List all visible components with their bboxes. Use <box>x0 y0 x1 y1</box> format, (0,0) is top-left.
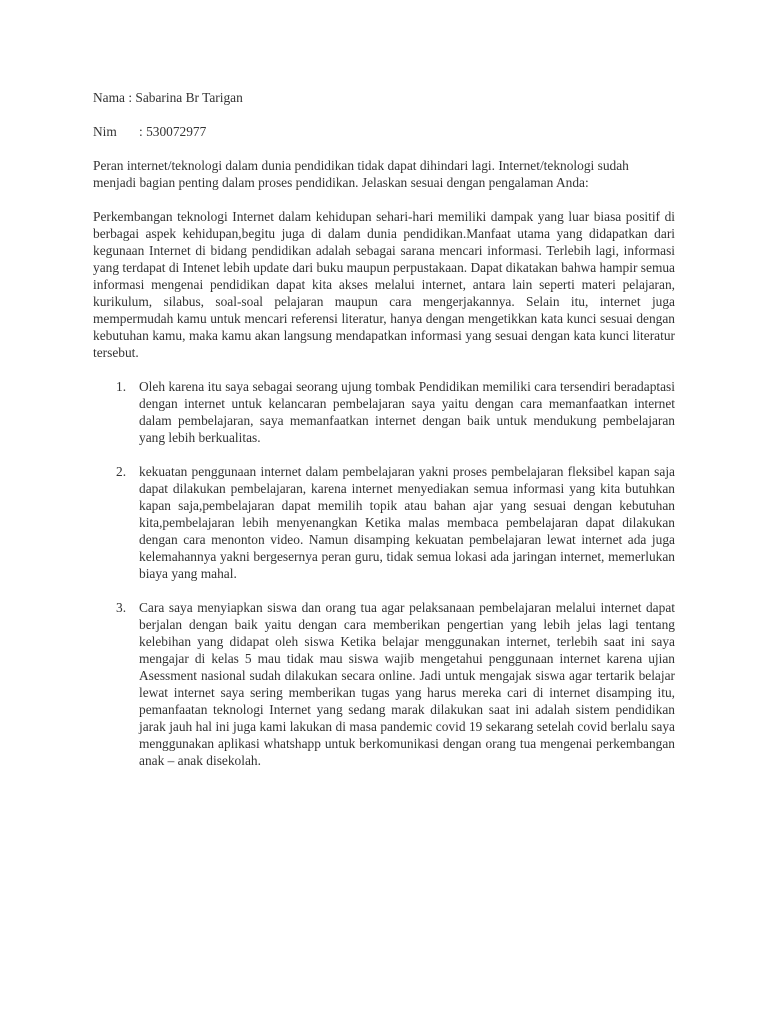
list-item <box>93 599 675 769</box>
list-item-number: 2. <box>116 464 127 479</box>
answer-points-list <box>93 378 675 769</box>
list-item-text: Cara saya menyiapkan siswa dan orang tua agar pelaksanaan pembelajaran melalui internet dapat berjalan dengan baik yaitu dengan cara memberikan pengertian yang lebih jelas lagi tentang kelebihan yang didapat oleh siswa Ketika belajar menggunakan internet, terlebih saat ini saya mengajar di kelas 5 mau tidak mau siswa wajib mengetahui penggunaan internet karena ujian Asessment nasional sudah dilakukan secara online. Jadi untuk mengajak siswa agar tertarik belajar lewat internet saya sering memberikan tugas yang harus mereka cari di internet disamping itu, pemanfaatan teknologi Internet yang sedang marak dilakukan saat ini adalah sistem pendidikan jarak jauh hal ini juga kami lakukan di masa pandemic covid 19 sekarang setelah covid berlalu saya menggunakan aplikasi whatshapp untuk berkomunikasi dengan orang tua mengenai perkembangan anak – anak disekolah. <box>139 600 675 768</box>
list-item-number: 1. <box>116 379 127 394</box>
list-item-number: 3. <box>116 600 127 615</box>
list-item <box>93 463 675 582</box>
answer-intro-paragraph: Perkembangan teknologi Internet dalam kehidupan sehari-hari memiliki dampak yang luar biasa positif di berbagai aspek kehidupan,begitu juga di dalam dunia pendidikan.Manfaat utama yang didapatkan dari kegunaan Internet di bidang pendidikan adalah sebagai sarana mencari informasi. Terlebih lagi, informasi yang terdapat di Intenet lebih update dari buku maupun perpustakaan. Dapat dikatakan bahwa hampir semua informasi mengenai pendidikan dapat kita akses melalui internet, antara lain seperti materi pelajaran, kurikulum, silabus, soal-soal pelajaran maupun cara mengerjakannya. Selain itu, internet juga mempermudah kamu untuk mencari referensi literatur, hanya dengan mengetikkan kata kunci sesuai dengan kebutuhan kamu, maka kamu akan langsung mendapatkan informasi yang sesuai dengan kata kunci literatur tersebut. <box>93 209 675 360</box>
student-name: Nama : Sabarina Br Tarigan <box>93 90 243 105</box>
list-item-text: Oleh karena itu saya sebagai seorang ujung tombak Pendidikan memiliki cara tersendiri beradaptasi dengan internet untuk kelancaran pembelajaran saya yaitu dengan cara memanfaatkan internet dalam pembelajaran, saya memanfaatkan internet dengan baik untuk mendukung pembelajaran yang lebih berkualitas. <box>139 379 675 445</box>
document-page <box>93 89 675 786</box>
assignment-question: Peran internet/teknologi dalam dunia pendidikan tidak dapat dihindari lagi. Internet/teknologi sudah menjadi bagian penting dalam proses pendidikan. Jelaskan sesuai dengan pengalaman Anda: <box>93 158 629 190</box>
student-id-label: Nim <box>93 124 117 139</box>
student-id-row <box>93 123 675 140</box>
list-item <box>93 378 675 446</box>
student-id-value: : 530072977 <box>139 124 207 139</box>
list-item-text: kekuatan penggunaan internet dalam pembelajaran yakni proses pembelajaran fleksibel kapan saja dapat dilakukan pembelajaran, karena internet menyediakan semua informasi yang kita butuhkan kapan saja,pembelajaran dapat memilih topik atau bahan ajar yang sesuai dengan kebutuhan kita,pembelajaran lebih menyenangkan Ketika malas membaca pembelajaran dapat dilakukan dengan cara menonton video. Namun disamping kekuatan pembelajaran lewat internet ada juga kelemahannya yakni bergesernya peran guru, tidak semua lokasi ada jaringan internet, memerlukan biaya yang mahal. <box>139 464 675 581</box>
